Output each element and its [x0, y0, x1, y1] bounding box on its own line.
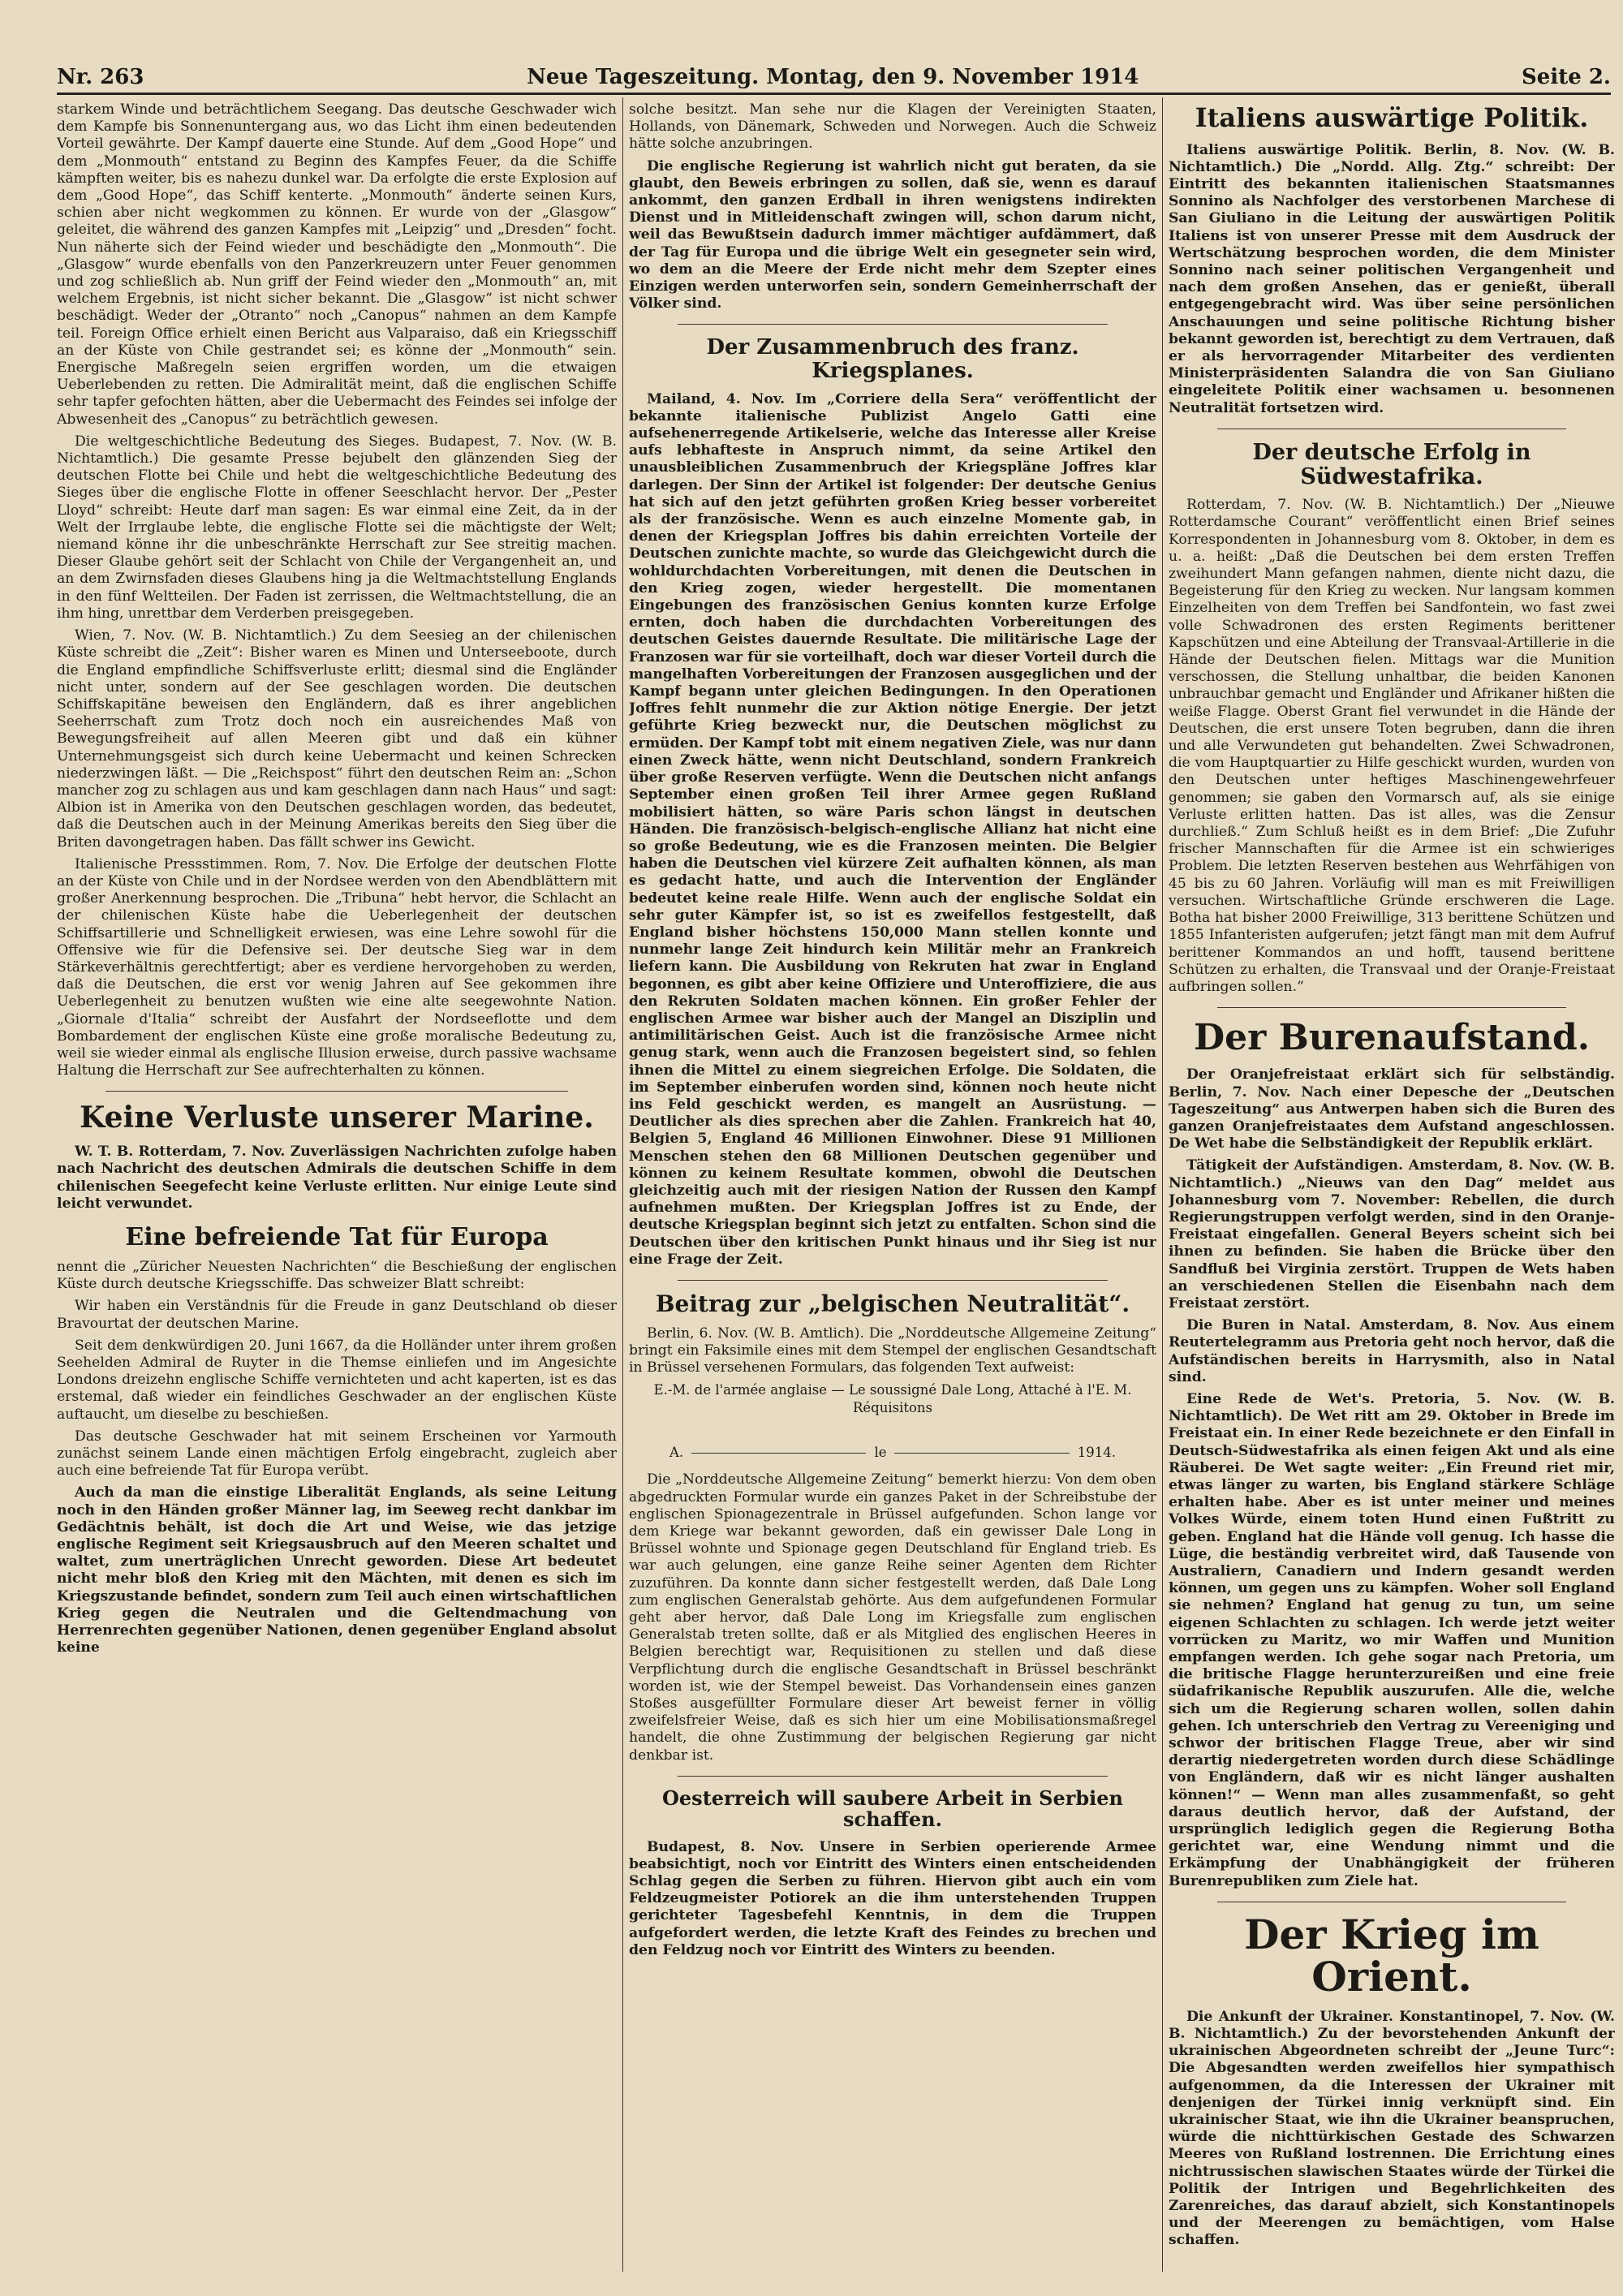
headline-europa: Eine befreiende Tat für Europa — [125, 1222, 549, 1251]
article-paragraph: Das deutsche Geschwader hat mit seinem Erscheinen vor Yarmouth zunächst seinem Lande einen mächtigen Erfolg eingebracht, zugleich aber auch eine befreiende Tat für Europa verübt. — [57, 1428, 617, 1480]
article-paragraph: Mailand, 4. Nov. Im „Corriere della Sera“ veröffentlicht der bekannte italienische Publizist Angelo Gatti eine aufsehenerregende Artikelserie, welche das Interesse aller Kreise aufs lebhafteste in Anspruch nimmt, da seine Artikel den unausbleiblichen Zusammenbruch der Kriegspläne Joffres klar darlegen. Der Sinn der Artikel ist folgender: Der deutsche Genius hat sich auf den jetzt geführten großen Krieg besser vorbereitet als der französische. Wenn es auch einzelne Momente gab, in denen der Kriegsplan Joffres bis dahin erreichten Vorteile der Deutschen zunichte machte, so wurde das Gleichgewicht durch die wohldurchdachten Vorbereitungen, mit denen die Deutschen in den Krieg zogen, wieder hergestellt. Die momentanen Eingebungen des französischen Genius konnten kurze Erfolge ernten, doch haben die durchdachten Vorbereitungen des deutschen Geistes dauernde Resultate. Die militärische Lage der Franzosen war für sie vorteilhaft, doch war dieser Vorteil durch die mangelhaften Vorbereitungen der Franzosen ausgeglichen und der Kampf begann unter gleichen Bedingungen. In den Operationen Joffres fehlt nunmehr die zur Aktion nötige Energie. Der jetzt geführte Krieg bezweckt nur, die Deutschen möglichst zu ermüden. Der Kampf tobt mit einem negativen Ziele, was nur dann einen Zweck hätte, wenn nicht Deutschland, sondern Frankreich über große Reserven verfügte. Wenn die Deutschen nicht anfangs September einen großen Teil ihrer Armee gegen Rußland mobilisiert hätten, so wäre Paris schon längst in deutschen Händen. Die französisch-belgisch-englische Allianz hat nicht eine so große Bedeutung, wie es die Franzosen meinten. Die Belgier haben die Deutschen viel kürzere Zeit aufhalten können, als man es gedacht hatte, und auch die Intervention der Engländer bedeutet keine reale Hilfe. Wenn auch der englische Soldat ein sehr guter Kämpfer ist, so ist es zweifellos festgestellt, daß England bisher höchstens 150,000 Mann stellen konnte und nunmehr lange Zeit hindurch kein Militär mehr an Frankreich liefern kann. Die Ausbildung von Rekruten hat zwar in England begonnen, es gibt aber keine Offiziere und Unteroffiziere, die aus den Rekruten Soldaten machen können. Ein großer Fehler der englischen Armee war bisher auch der Mangel an Disziplin und antimilitärischen Geist. Auch ist die französische Armee nicht genug stark, wenn auch die Franzosen begeistert sind, so fehlen ihnen die Mittel zu einem siegreichen Erfolge. Die Soldaten, die im September einberufen worden sind, können noch heute nicht ins Feld geschickt werden, es mangelt an Ausrüstung. — Deutlicher als dies sprechen aber die Zahlen. Frankreich hat 40, Belgien 5, England 46 Millionen Einwohner. Diese 91 Millionen Menschen stehen den 68 Millionen Deutschen gegenüber und können zu keinem Resultate kommen, obwohl die Deutschen gleichzeitig auch mit der riesigen Nation der Russen den Kampf aufnehmen mußten. Der Kriegsplan Joffres ist zu Ende, der deutsche Kriegsplan beginnt sich jetzt zu entfalten. Schon sind die Deutschen über den kritischen Punkt hinaus und ihr Sieg ist nur eine Frage der Zeit. — [629, 390, 1156, 1268]
headline-burenaufstand: Der Burenaufstand. — [1193, 1017, 1591, 1059]
article-paragraph: Die Buren in Natal. Amsterdam, 8. Nov. Aus einem Reutertelegramm aus Pretoria geht noch hervor, daß die Aufständischen bereits in Harrysmith, also in Natal sind. — [1169, 1317, 1615, 1385]
article-paragraph: Tätigkeit der Aufständigen. Amsterdam, 8. Nov. (W. B. Nichtamtlich.) „Nieuws van den Dag“ meldet aus Johannesburg vom 7. November: Rebellen, die durch Regierungstruppen verfolgt werden, sind in den Oranje-Freistaat eingefallen. General Beyers scheint sich bei ihnen zu befinden. Sie haben die Brücke über den Sandfluß bei Virginia zerstört. Truppen de Wets haben an verschiedenen Stellen die Eisenbahn nach dem Freistaat zerstört. — [1169, 1157, 1615, 1312]
article-paragraph: solche besitzt. Man sehe nur die Klagen der Vereinigten Staaten, Hollands, von Dänemark, Schweden und Norwegen. Auch die Schweiz hätte solche anzubringen. — [629, 101, 1156, 153]
article-paragraph: Rotterdam, 7. Nov. (W. B. Nichtamtlich.) Der „Nieuwe Rotterdamsche Courant“ veröffentlicht einen Brief seines Korrespondenten in Johannesburg vom 8. Oktober, in dem es u. a. heißt: „Daß die Deutschen bei dem ersten Treffen zweihundert Mann gefangen nahmen, diente nicht dazu, die Begeisterung für den Krieg zu wecken. Nur langsam kommen Einzelheiten von dem Treffen bei Sandfontein, wo fast zwei volle Schwadronen des ersten Regiments berittener Kapschützen und eine Abteilung der Transvaal-Artillerie in die Hände der Deutschen fielen. Mittags war die Munition verschossen, die Stellung unhaltbar, die beiden Kanonen unbrauchbar gemacht und Engländer und Afrikaner hißten die weiße Flagge. Oberst Grant fiel verwundet in die Hände der Deutschen, die erst unsere Toten begruben, dann die ihren und alle Verwundeten gut behandelten. Zwei Schwadronen, die vom Hauptquartier zu Hilfe geschickt wurden, wurden von den Deutschen unter heftiges Maschinengewehrfeuer genommen; sie gaben den Vormarsch auf, als sie einige Verluste erlitten hatten. Das ist alles, was die Zensur durchließ.“ Zum Schluß heißt es in dem Brief: „Die Zufuhr frischer Mannschaften für die Armee ist ein schwieriges Problem. Die letzten Reserven bestehen aus Wehrfähigen von 45 bis zu 60 Jahren. Vorläufig will man es mit Freiwilligen versuchen. Wirtschaftliche Gründe erschweren die Lage. Botha hat bisher 2000 Freiwillige, 313 berittene Schützen und 1855 Infanteristen aufgerufen; jetzt fängt man mit dem Aufruf berittener Kommandos an und hofft, tausend berittene Schützen zu erhalten, die Transvaal und der Oranje-Freistaat aufbringen sollen.“ — [1169, 497, 1615, 995]
article-separator — [678, 324, 1108, 325]
article-paragraph: W. T. B. Rotterdam, 7. Nov. Zuverlässigen Nachrichten zufolge haben nach Nachricht des deutschen Admirals die deutschen Schiffe in dem chilenischen Seegefecht keine Verluste erlitten. Nur einige Leute sind leicht verwundet. — [57, 1144, 617, 1212]
form-facsimile-line — [669, 1445, 1116, 1462]
article-separator — [678, 1776, 1108, 1777]
article-paragraph: Budapest, 8. Nov. Unsere in Serbien operierende Armee beabsichtigt, noch vor Eintritt des Winters einen entscheidenden Schlag gegen die Serben zu führen. Hiervon gibt auch ein vom Feldzeugmeister Potiorek an die ihm unterstehenden Truppen gerichteter Tagesbefehl Kenntnis, in dem die Truppen aufgefordert werden, die letzte Kraft des Feindes zu brechen und den Feldzug noch vor Eintritt des Winters zu beenden. — [629, 1838, 1156, 1958]
header-rule — [57, 93, 1611, 95]
form-blank — [691, 1453, 866, 1454]
headline-serbien: Oesterreich will saubere Arbeit in Serbien schaffen. — [662, 1786, 1123, 1832]
article-paragraph: Eine Rede de Wet's. Pretoria, 5. Nov. (W. B. Nichtamtlich). De Wet ritt am 29. Oktober in Brede im Freistaat ein. In einer Rede bezeichnete er den Einfall in Deutsch-Südwestafrika als einen feigen Akt und als eine Räuberei. De Wet sagte weiter: „Ein Freund riet mir, etwas länger zu warten, bis England stärkere Schläge erhalten habe. Aber es ist unter meiner und meines Volkes Würde, einem toten Hund einen Fußtritt zu geben. England hat die Hände voll genug. Ich hasse die Lüge, die beständig verbreitet wird, daß Tausende von Australiern, Canadiern und Indern gesandt werden können, um gegen uns zu kämpfen. Woher soll England sie nehmen? England hat genug zu tun, um seine eigenen Schlachten zu schlagen. Ich werde jetzt weiter vorrücken zu Maritz, wo mir Waffen und Munition empfangen werden. Ich gehe sogar nach Pretoria, um die britische Flagge herunterzureißen und eine freie südafrikanische Republik auszurufen. Alle die, welche sich um die Regierung scharen wollen, sollen dahin gehen. Ich unterschrieb den Vertrag zu Vereeniging und schwor der britischen Flagge Treue, aber wir sind derartig niedergetreten worden durch diese Schädlinge von Engländern, daß wir es nicht länger aushalten können!“ — Wenn man alles zusammenfaßt, so geht daraus deutlich hervor, daß der Aufstand, der ursprünglich lediglich gegen die Regierung Botha gerichtet war, eine Wendung nimmt und die Erkämpfung der Unabhängigkeit der früheren Burenrepubliken zum Ziele hat. — [1169, 1390, 1615, 1889]
article-paragraph: Auch da man die einstige Liberalität Englands, als seine Leitung noch in den Händen großer Männer lag, im Seeweg recht dankbar im Gedächtnis behält, ist doch die Art und Weise, wie das jetzige englische Regiment seit Kriegsausbruch auf den Meeren schaltet und waltet, zum unerträglichen Unrecht geworden. Diese Art bedeutet nicht mehr bloß den Krieg mit den Mächten, mit denen es sich im Kriegszustande befindet, sondern zum Teil auch einen wirtschaftlichen Krieg gegen die Neutralen und die Geltendmachung von Herrenrechten gegenüber Nationen, denen gegenüber England absolut keine — [57, 1484, 617, 1656]
column-3 — [1169, 101, 1615, 2272]
column-1 — [57, 101, 617, 2272]
headline-belgische-neutralitaet: Beitrag zur „belgischen Neutralität“. — [655, 1290, 1130, 1317]
form-field-a: A. — [669, 1445, 684, 1461]
article-paragraph: Wien, 7. Nov. (W. B. Nichtamtlich.) Zu dem Seesieg an der chilenischen Küste schreibt die „Zeit“: Bisher waren es Minen und Unterseeboote, durch die England empfindliche Schiffsverluste erlitt; diesmal sind die Engländer nicht unter, sondern auf der See geschlagen worden. Die deutschen Schiffskapitäne beweisen den Engländern, daß es ihrer angeblichen Seeherrschaft zum Trotz doch noch ein ausreichendes Maß von Bewegungsfreiheit auf allen Meeren gibt und daß ein kühner Unternehmungsgeist sich durch keine Uebermacht und keinen Schrecken niederzwingen läßt. — Die „Reichspost“ führt den deutschen Reim an: „Schon mancher zog zu schlagen aus und kam geschlagen dann nach Haus“ und sagt: Albion ist in Amerika von den Deutschen geschlagen worden, das bedeutet, daß die Deutschen auch in der Meinung Amerikas bereits den Sieg über die Briten davongetragen haben. Das fällt schwer ins Gewicht. — [57, 627, 617, 851]
page-number: Seite 2. — [1522, 65, 1611, 89]
headline-italien: Italiens auswärtige Politik. — [1195, 102, 1589, 133]
masthead-title: Neue Tageszeitung. Montag, den 9. November 1914 — [527, 65, 1139, 89]
form-blank — [894, 1453, 1069, 1454]
headline-marine: Keine Verluste unserer Marine. — [80, 1101, 594, 1135]
column-2 — [629, 101, 1156, 2272]
article-paragraph: starkem Winde und beträchtlichem Seegang. Das deutsche Geschwader wich dem Kampfe bis Sonnenuntergang aus, wo das Licht ihm einen bedeutenden Vorteil gewährte. Der Kampf dauerte eine Stunde. Auf dem „Good Hope“ und dem „Monmouth“ entstand zu Beginn des Kampfes Feuer, da die Schiffe kämpften weiter, bis es nahezu dunkel war. Da erfolgte die erste Explosion auf dem „Good Hope“, das Schiff kenterte. „Monmouth“ änderte seinen Kurs, schien aber nicht wegkommen zu können. Er wurde von der „Glasgow“ geleitet, die während des ganzen Kampfes mit „Leipzig“ und „Dresden“ focht. Nun näherte sich der Feind wieder und beschädigte den „Monmouth“. Die „Glasgow“ wurde ebenfalls von den Panzerkreuzern unter Feuer genommen und zog schließlich ab. Nun griff der Feind wieder den „Monmouth“ an, mit welchem Ergebnis, ist nicht sicher bekannt. Die „Glasgow“ ist nicht schwer beschädigt. Weder der „Otranto“ noch „Canopus“ nahmen an dem Kampfe teil. Foreign Office erhielt einen Bericht aus Valparaiso, daß ein Kriegsschiff an der Küste von Chile gestrandet sei; es könne der „Monmouth“ sein. Energische Maßregeln seien ergriffen worden, um die etwaigen Ueberlebenden zu retten. Die Admiralität meint, daß die englischen Schiffe sehr tapfer gefochten hätten, aber die Uebermacht des Feindes sei infolge der Abwesenheit des „Canopus“ zu beträchtlich gewesen. — [57, 101, 617, 428]
article-paragraph: Berlin, 6. Nov. (W. B. Amtlich). Die „Norddeutsche Allgemeine Zeitung“ bringt ein Faksimile eines mit dem Stempel der englischen Gesandtschaft in Brüssel versehenen Formulars, das folgenden Text aufweist: — [629, 1325, 1156, 1376]
article-separator — [678, 1280, 1108, 1281]
headline-zusammenbruch: Der Zusammenbruch des franz. Kriegsplanes. — [706, 335, 1079, 384]
form-field-year: 1914. — [1077, 1445, 1116, 1461]
article-paragraph: Die „Norddeutsche Allgemeine Zeitung“ bemerkt hierzu: Von dem oben abgedruckten Formular wurde ein ganzes Paket in der Schreibstube der englischen Spionagezentrale in Brüssel aufgefunden. Schon lange vor dem Kriege war bekannt geworden, daß ein gewisser Dale Long in Brüssel wohnte und Spionage gegen Deutschland für England trieb. Es war auch gelungen, eine ganze Reihe seiner Agenten dem Richter zuzuführen. Da konnte dann sicher festgestellt werden, daß Dale Long zum englischen Generalstab gehörte. Aus dem aufgefundenen Formular geht aber hervor, daß Dale Long im Kriegsfalle zum englischen Generalstab treten sollte, daß er als Mitglied des englischen Heeres in Belgien berechtigt war, Requisitionen zu stellen und daß diese Verpflichtung durch die englische Gesandtschaft in Brüssel beschränkt worden ist, wie der Stempel beweist. Das Vorhandensein eines ganzen Stoßes ausgefüllter Formulare dieser Art beweist ferner in völlig zweifelsfreier Weise, daß es sich hier um eine Mobilisationsmaßregel handelt, die ohne Zustimmung der belgischen Regierung gar nicht denkbar ist. — [629, 1471, 1156, 1764]
article-paragraph: Italienische Pressstimmen. Rom, 7. Nov. Die Erfolge der deutschen Flotte an der Küste von Chile und in der Nordsee werden von den Abendblättern mit großer Anerkennung besprochen. Die „Tribuna“ hebt hervor, die Schlacht an der chilenischen Küste habe die Ueberlegenheit der deutschen Schiffsartillerie und Schnelligkeit erwiesen, was eine Lehre sowohl für die Offensive wie für die Defensive sei. Der deutsche Sieg war in dem Stärkeverhältnis gerechtfertigt; aber es verdiene hervorgehoben zu werden, daß die Deutschen, die erst vor wenig Jahren auf See gekommen ihre Ueberlegenheit zu benutzen wußten wie eine alte seegewohnte Nation. „Giornale d'Italia“ schreibt der Ausfahrt der Nordseeflotte und dem Bombardement der englischen Küste eine große moralische Bedeutung zu, weil sie wieder einmal als englische Illusion erweise, durch passive wachsame Haltung die Herrschaft zur See aufrechterhalten zu können. — [57, 855, 617, 1079]
article-paragraph: Die weltgeschichtliche Bedeutung des Sieges. Budapest, 7. Nov. (W. B. Nichtamtlich.) Die gesamte Presse bejubelt den glänzenden Sieg der deutschen Flotte bei Chile und hebt die weltgeschichtliche Bedeutung des Sieges über die englische Flotte in offener Seeschlacht hervor. Der „Pester Lloyd“ schreibt: Heute darf man sagen: Es war einmal eine Zeit, da in der Welt der Irrglaube lebte, die englische Flotte sei die mächtigste der Welt; niemand könne ihr die unbeschränkte Herrschaft zur See streitig machen. Dieser Glaube gehört seit der Schlacht von Chile der Vergangenheit an, und an dem Zwirnsfaden dieses Glaubens hing ja die Weltmachtstellung Englands in den fünf Weltteilen. Der Faden ist zerrissen, die Weltmachtstellung, die an ihm hing, unrettbar dem Verderben preisgegeben. — [57, 433, 617, 622]
article-separator — [1217, 1007, 1566, 1008]
headline-suedwestafrika: Der deutsche Erfolg in Südwestafrika. — [1252, 439, 1531, 489]
form-field-le: le — [874, 1445, 887, 1461]
column-rule — [1162, 97, 1163, 2272]
article-paragraph: Italiens auswärtige Politik. Berlin, 8. Nov. (W. B. Nichtamtlich.) Die „Nordd. Allg. Ztg.“ schreibt: Der Eintritt des bekannten italienischen Staatsmannes Sonnino als Nachfolger des verstorbenen Marchese di San Giuliano in die Leitung der auswärtigen Politik Italiens ist von unserer Presse mit dem Ausdruck der Wertschätzung besprochen worden, die dem Minister Sonnino nach seiner politischen Vergangenheit und nach dem großen Ansehen, das er genießt, überall entgegengebracht wird. Was über seine persönlichen Anschauungen und seine politische Richtung bisher bekannt geworden ist, berechtigt zu dem Vertrauen, daß er als hervorragender Mitarbeiter des verdienten Ministerpräsidenten Salandra die von San Giuliano eingeleitete Politik einer wachsamen u. besonnenen Neutralität fortsetzen wird. — [1169, 141, 1615, 416]
article-paragraph: Der Oranjefreistaat erklärt sich für selbständig. Berlin, 7. Nov. Nach einer Depesche der „Deutschen Tageszeitung“ aus Antwerpen haben sich die Buren des ganzen Oranjefreistaates dem Aufstand angeschlossen. De Wet habe die Selbständigkeit der Republik erklärt. — [1169, 1066, 1615, 1152]
headline-orient: Der Krieg im Orient. — [1244, 1910, 1539, 2001]
article-separator — [105, 1091, 568, 1092]
page-header — [57, 62, 1611, 89]
form-facsimile-header: E.-M. de l'armée anglaise — Le soussigné Dale Long, Attaché à l'E. M. Réquisitons — [653, 1382, 1132, 1416]
issue-number: Nr. 263 — [57, 65, 144, 89]
article-paragraph: Die englische Regierung ist wahrlich nicht gut beraten, da sie glaubt, den Beweis erbringen zu sollen, daß sie, wenn es darauf ankommt, den ganzen Erdball in ihren wenigstens indirekten Dienst und in Mitleidenschaft zwingen will, schon darum nicht, weil das Bewußtsein dadurch immer mächtiger aufdämmert, daß der Tag für Europa und die übrige Welt ein gesegneter sein wird, wo dem an die Meere der Erde nicht mehr dem Szepter eines Einzigen werden unterworfen sein, sondern Gemeinherrschaft der Völker sind. — [629, 157, 1156, 312]
column-rule — [622, 97, 623, 2272]
article-paragraph: Seit dem denkwürdigen 20. Juni 1667, da die Holländer unter ihrem großen Seehelden Admiral de Ruyter in die Themse einliefen und im Angesichte Londons dreizehn englische Schiffe vernichteten und acht kaperten, ist es das erstemal, daß wieder ein feindliches Geschwader an der englischen Küste auftaucht, um dieselbe zu beschießen. — [57, 1337, 617, 1423]
article-paragraph: Wir haben ein Verständnis für die Freude in ganz Deutschland ob dieser Bravourtat der deutschen Marine. — [57, 1298, 617, 1332]
article-paragraph: nennt die „Züricher Neuesten Nachrichten“ die Beschießung der englischen Küste durch deutsche Kriegsschiffe. Das schweizer Blatt schreibt: — [57, 1258, 617, 1293]
article-paragraph: Die Ankunft der Ukrainer. Konstantinopel, 7. Nov. (W. B. Nichtamtlich.) Zu der bevorstehenden Ankunft der ukrainischen Abgeordneten schreibt der „Jeune Turc“: Die Abgesandten werden zweifellos hier sympathisch aufgenommen, da die Interessen der Ukrainer mit denjenigen der Türkei innig verknüpft sind. Ein ukrainischer Staat, wie ihn die Ukrainer beanspruchen, würde die nichttürkischen Gestade des Schwarzen Meeres von Rußland lostrennen. Die Errichtung eines nichtrussischen slawischen Staates würde der Türkei die Politik der Intrigen und Begehrlichkeiten des Zarenreiches, das darauf abzielt, sich Konstantinopels und der Meerengen zu bemächtigen, vom Halse schaffen. — [1169, 2008, 1615, 2249]
